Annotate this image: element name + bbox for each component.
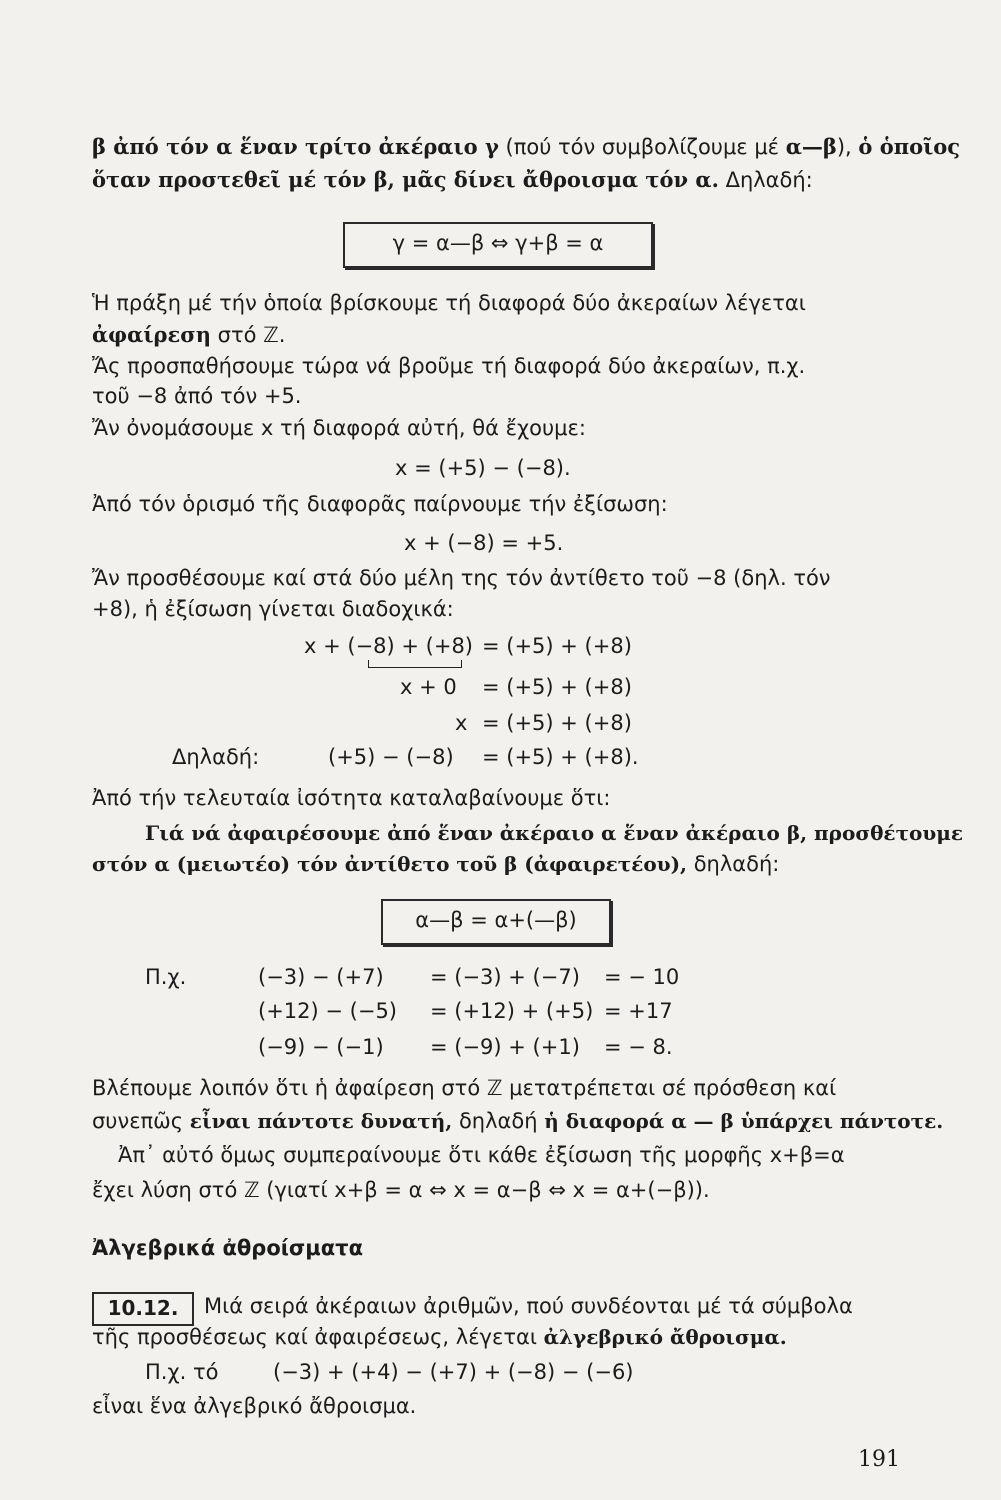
eq-step-1-left: x + (−8) + (+8) <box>304 634 474 658</box>
rule-line-2 <box>92 849 779 879</box>
example-1-right: = − 10 <box>604 965 680 989</box>
p5-difference-exists: ἡ διαφορά α — β ὑπάρχει πάντοτε. <box>544 1109 944 1133</box>
eq-step-1-right: = (+5) + (+8) <box>482 634 632 658</box>
term-algebraic-sum: ἀλγεβρικό ἄθροισμα. <box>543 1325 787 1349</box>
example-2-right: = +17 <box>604 999 673 1023</box>
term-subtraction: ἀφαίρεση <box>92 322 211 347</box>
p5-line-2 <box>92 1106 943 1136</box>
intro-text: (πού τόν συμβολίζουμε μέ <box>498 135 786 159</box>
eq-step-4-right: = (+5) + (+8). <box>482 745 639 769</box>
example-3-left: (−9) − (−1) <box>258 1035 384 1059</box>
p1-line-1: Ἡ πράξη μέ τήν ὁποία βρίσκουμε τή διαφορά δύο ἀκεραίων λέγεται <box>92 291 806 315</box>
p2-line-4: Ἀπό τόν ὁρισμό τῆς διαφορᾶς παίρνουμε τήν ἐξίσωση: <box>92 492 668 516</box>
intro-bold-alpha-beta: α—β <box>785 134 837 159</box>
p1-in-z: στό ℤ. <box>210 323 286 347</box>
p2-line-1: Ἄς προσπαθήσουμε τώρα νά βροῦμε τή διαφορά δύο ἀκεραίων, π.χ. <box>92 354 806 378</box>
eq-step-4-left: (+5) − (−8) <box>328 745 454 769</box>
intro-line-1 <box>92 132 960 162</box>
p5-line-3: Ἀπ᾽ αὐτό ὅμως συμπεραίνουμε ὅτι κάθε ἐξίσωση τῆς μορφῆς x+β=α <box>118 1143 845 1167</box>
p1-line-2 <box>92 320 285 350</box>
p4-line-1: Ἀπό τήν τελευταία ἰσότητα καταλαβαίνουμε ὅτι: <box>92 786 611 810</box>
eq-step-2-left: x + 0 <box>400 675 457 699</box>
section-line-2 <box>92 1322 787 1352</box>
p3-line-2: +8), ἡ ἐξίσωση γίνεται διαδοχικά: <box>92 597 454 621</box>
intro-bold-which: ὁ ὁποῖος <box>858 134 961 159</box>
p2-line-3: Ἄν ὀνομάσουμε x τή διαφορά αὐτή, θά ἔχουμε: <box>92 416 586 440</box>
page-number: 191 <box>858 1447 900 1472</box>
rule-bold-part: στόν α (μειωτέο) τόν ἀντίθετο τοῦ β (ἀφαιρετέου), <box>92 852 688 876</box>
example-1-left: (−3) − (+7) <box>258 965 384 989</box>
p2-line-2: τοῦ −8 ἀπό τόν +5. <box>92 384 302 408</box>
definition-box: γ = α—β ⇔ γ+β = α <box>343 222 653 268</box>
p5-namely: δηλαδή <box>452 1109 545 1133</box>
rule-namely: δηλαδή: <box>687 852 780 876</box>
equation-x-difference: x = (+5) − (−8). <box>395 456 571 480</box>
example-1-mid: = (−3) + (−7) <box>430 965 580 989</box>
section-text: τῆς προσθέσεως καί ἀφαιρέσεως, λέγεται <box>92 1325 544 1349</box>
intro-namely: Δηλαδή: <box>718 168 813 192</box>
example-2-left: (+12) − (−5) <box>258 999 397 1023</box>
example-2-mid: = (+12) + (+5) <box>430 999 594 1023</box>
example-3-right: = − 8. <box>604 1035 673 1059</box>
section-example-label: Π.χ. τό <box>145 1360 219 1384</box>
p5-line-4: ἔχει λύση στό ℤ (γιατί x+β = α ⇔ x = α−β ⇔ x = α+(−β)). <box>92 1178 710 1202</box>
cancel-bracket <box>368 660 462 668</box>
p5-line-1: Βλέπουμε λοιπόν ὅτι ἡ ἀφαίρεση στό ℤ μετατρέπεται σέ πρόσθεση καί <box>92 1076 837 1100</box>
intro-bold-text: β ἀπό τόν α ἕναν τρίτο ἀκέραιο γ <box>92 134 499 159</box>
example-3-mid: = (−9) + (+1) <box>430 1035 580 1059</box>
eq-step-3-left: x <box>455 711 468 735</box>
section-example-expression: (−3) + (+4) − (+7) + (−8) − (−6) <box>273 1360 634 1384</box>
section-number: 10.12. <box>92 1292 194 1326</box>
p3-line-1: Ἄν προσθέσουμε καί στά δύο μέλη της τόν ἀντίθετο τοῦ −8 (δηλ. τόν <box>92 566 831 590</box>
intro-text-2: ), <box>836 135 859 159</box>
section-line-3: εἶναι ἕνα ἀλγεβρικό ἄθροισμα. <box>92 1394 417 1418</box>
section-line-1: Μιά σειρά ἀκέραιων ἀριθμῶν, πού συνδέονται μέ τά σύμβολα <box>204 1294 853 1318</box>
section-heading: Ἀλγεβρικά ἀθροίσματα <box>92 1236 364 1260</box>
eq-step-3-right: = (+5) + (+8) <box>482 711 632 735</box>
examples-label: Π.χ. <box>145 965 187 989</box>
p5-always-possible: εἶναι πάντοτε δυνατή, <box>189 1109 453 1133</box>
intro-bold-sum: ὅταν προστεθεῖ μέ τόν β, μᾶς δίνει ἄθροισμα τόν α. <box>92 167 719 192</box>
rule-box: α—β = α+(—β) <box>381 899 611 945</box>
equation-x-sum: x + (−8) = +5. <box>404 531 564 555</box>
eq-namely-label: Δηλαδή: <box>172 745 260 769</box>
rule-line-1: Γιά νά ἀφαιρέσουμε ἀπό ἕναν ἀκέραιο α ἕναν ἀκέραιο β, προσθέτουμε <box>145 821 964 845</box>
intro-line-2 <box>92 165 813 195</box>
eq-step-2-right: = (+5) + (+8) <box>482 675 632 699</box>
p5-consequently: συνεπῶς <box>92 1109 190 1133</box>
